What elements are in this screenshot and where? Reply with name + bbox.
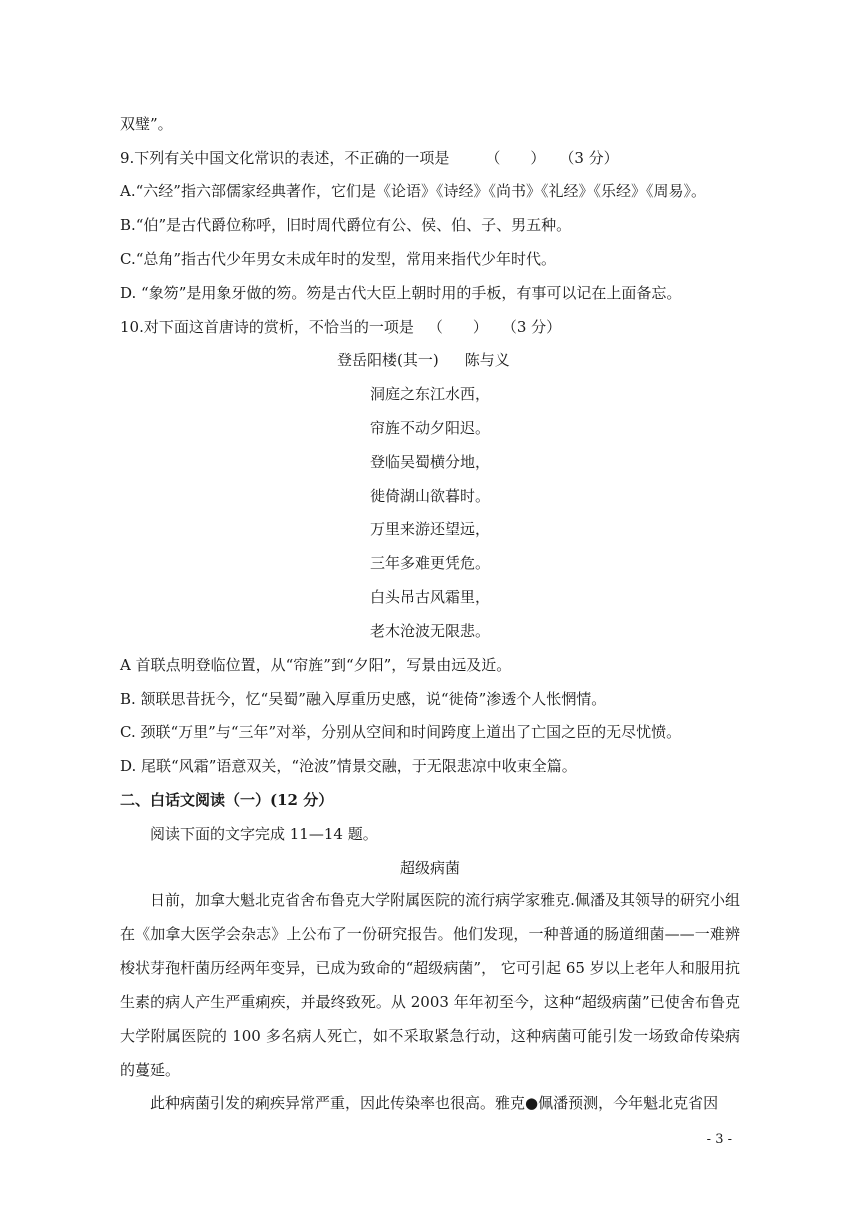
poem-heading (337, 350, 510, 370)
article-paragraph-2 (120, 1086, 740, 1120)
paragraph-text: 日前，加拿大魁北克省舍布鲁克大学附属医院的流行病学家雅克.佩潘及其领导的研究小组在《加拿大医学会杂志》上公布了一份研究报告。他们发现，一种普通的肠道细菌——一难辨梭状芽孢杆菌历经两年变异，已成为致命的“超级病菌”， 它可引起 65 岁以上老年人和服用抗生素的病人产生严重痢疾，并最终致死。从 2003 年年初至今，这种“超级病菌”已使舍布鲁克大学附属医院的 100 多名病人死亡，如不采取紧急行动，这种病菌可能引发一场致命传染病的蔓延。 (120, 891, 740, 1079)
question-10-option-b: B. 颔联思昔抚今，忆“吴蜀”融入厚重历史感，说“徙倚”渗透个人怅惘情。 (120, 690, 607, 708)
question-9-option-d: D. “象笏”是用象牙做的笏。笏是古代大臣上朝时用的手板，有事可以记在上面备忘。 (120, 284, 682, 302)
question-10-option-a: A 首联点明登临位置，从“帘旌”到“夕阳”，写景由远及近。 (120, 656, 512, 674)
question-10-stem (120, 317, 561, 337)
poem-line: 万里来游还望远， (370, 520, 491, 538)
question-9-option-c: C.“总角”指古代少年男女未成年时的发型，常用来指代少年时代。 (120, 250, 557, 268)
question-9-stem (120, 148, 619, 168)
question-9-bracket: （ ） (485, 149, 546, 167)
page-number: - 3 - (706, 1132, 732, 1147)
poem-author: 陈与义 (464, 351, 510, 369)
top-fragment: 双璧”。 (120, 115, 173, 133)
question-9-score: （3 分） (559, 149, 619, 167)
question-9-option-b: B.“伯”是古代爵位称呼，旧时周代爵位有公、侯、伯、子、男五种。 (120, 216, 572, 234)
poem-line: 登临吴蜀横分地， (370, 453, 491, 471)
poem-line: 洞庭之东江水西， (370, 385, 491, 403)
poem-line: 三年多难更凭危。 (370, 554, 491, 572)
question-10-score: （3 分） (501, 318, 562, 336)
reading-instruction: 阅读下面的文字完成 11—14 题。 (150, 825, 378, 843)
poem-title: 登岳阳楼(其一) (337, 351, 439, 369)
question-9-option-a: A.“六经”指六部儒家经典著作，它们是《论语》《诗经》《尚书》《礼经》《乐经》《周易》。 (120, 182, 706, 200)
question-10-option-d: D. 尾联“风霜”语意双关，“沧波”情景交融，于无限悲凉中收束全篇。 (120, 757, 577, 775)
section-heading: 二、白话文阅读（一）(12 分） (120, 791, 334, 809)
poem-line: 帘旌不动夕阳迟。 (370, 419, 491, 437)
poem-line: 白头吊古风霜里， (370, 588, 491, 606)
question-10-bracket: （ ） (427, 318, 488, 336)
poem-line: 老木沧波无限悲。 (370, 622, 491, 640)
poem-line: 徙倚湖山欲暮时。 (370, 487, 491, 505)
question-10-option-c: C. 颈联“万里”与“三年”对举，分别从空间和时间跨度上道出了亡国之臣的无尽忧愤。 (120, 723, 682, 741)
question-10-text: 10.对下面这首唐诗的赏析，不恰当的一项是 (120, 318, 414, 336)
article-title: 超级病菌 (399, 859, 460, 877)
paragraph-text: 此种病菌引发的痢疾异常严重，因此传染率也很高。雅克●佩潘预测，今年魁北克省因 (150, 1094, 719, 1112)
question-9-text: 9.下列有关中国文化常识的表述，不正确的一项是 (120, 149, 450, 167)
article-paragraph-1 (120, 883, 740, 1087)
